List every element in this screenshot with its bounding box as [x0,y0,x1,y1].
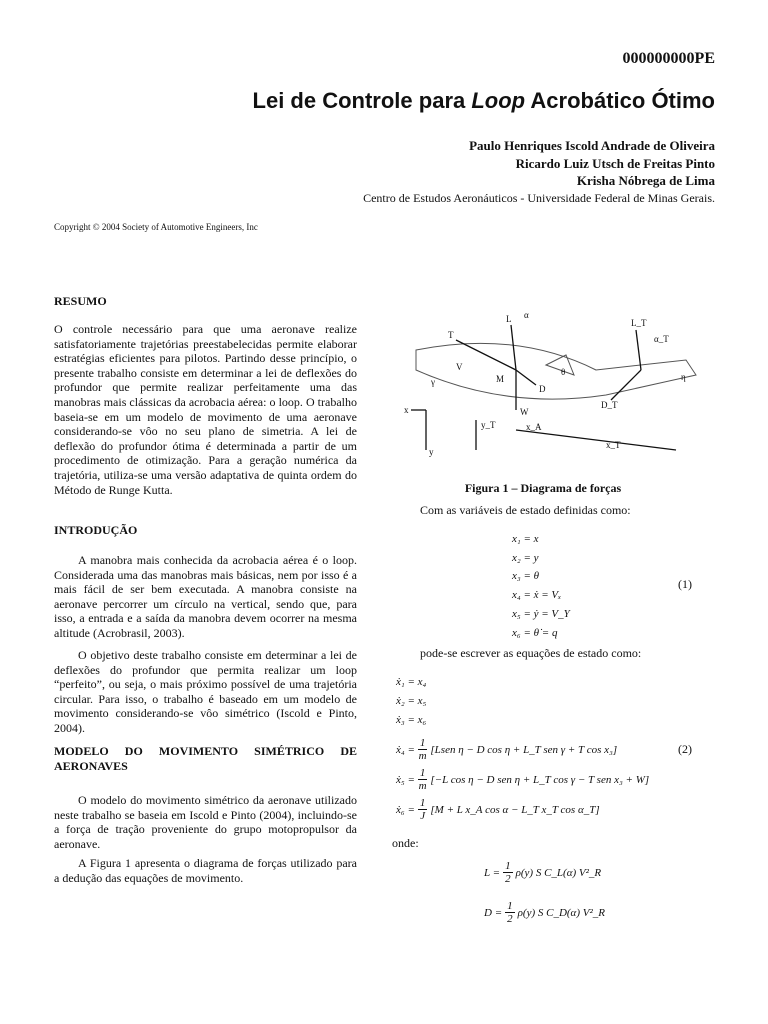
author-name: Krisha Nóbrega de Lima [576,173,715,188]
fig-label: x_T [606,440,621,450]
equation-x6: ẋ₆ = $\frac{1}{J}$ [M + L x_A cos α − L_T x_T cos α_T] [396,797,600,822]
fig-label: L_T [631,318,647,328]
fig-label: x_A [526,422,542,432]
fig-label: γ [431,377,435,387]
drag-arrow [516,370,536,385]
tail-drag-arrow [611,370,641,400]
state-intro-text: Com as variáveis de estado definidas como: [420,503,631,517]
dynamic-equations: ẋ₁ = x₄ ẋ₂ = x₅ ẋ₃ = x₆ [396,676,427,726]
paragraph: A manobra mais conhecida da acrobacia aérea é o loop. Considerada uma das manobras mais básicas, nem por isso é a mais fácil de ser bem executada. A manobra consiste na aeronave percorrer um círculo na vertical, sendo que, para isso, a entrada e a saída da manobra devem ocorrer na mesma altitude (Acrobrasil, 2003). [54,553,357,640]
paragraph: A Figura 1 apresenta o diagrama de forças utilizado para a dedução das equações de movimento. [54,856,357,885]
lift-arrow [511,325,516,370]
paper-title: Lei de Controle para Loop Acrobático Ótimo [252,88,715,113]
section-heading: INTRODUÇÃO [54,523,138,537]
fig-label: T [448,330,454,340]
paragraph: O modelo do movimento simétrico da aeronave utilizado neste trabalho se baseia em Iscold e Pinto (2004), incluindo-se a força de tração proveniente do grupo motopropulsor da aeronave. [54,793,357,851]
equation-drag: D = $\frac{1}{2}$ ρ(y) S C_D(α) V²_R [484,900,605,925]
fig-label: M [496,374,505,384]
resumo-section [54,294,357,309]
fig-label: W [520,407,529,417]
paper-id: 000000000PE [622,50,715,67]
resumo-paragraph: O controle necessário para que uma aeronave realize satisfatoriamente trajetórias preestabelecidas permite elaborar estratégias eficientes para pilotos. Partindo desse princípio, o presente trabalho consiste em determinar a lei de deflexões do profundor que permite realizar perfeitamente uma das manobras mais clássicas da acrobacia aérea: o loop. O trabalho baseia-se em um modelo de movimento de uma aeronave considerando-se vôo no seu plano de simetria. A lei de deflexão do profundor ótima é determinada a partir de um procedimento de otimização. Para a geração numérica da trajetória, utiliza-se uma versão adaptativa de quinta ordem do Método de Runge Kutta. [54,322,357,497]
equation-number: (1) [678,577,692,591]
fig-label: L [506,314,512,324]
affiliation: Centro de Estudos Aeronáuticos - Universidade Federal de Minas Gerais. [363,190,715,205]
author-block [363,137,715,207]
fig-label: η [681,372,686,382]
equation-number: (2) [678,742,692,756]
equation-x4: ẋ₄ = $\frac{1}{m}$ [Lsen η − D cos η + L_T sen γ + T cos x₃] [396,737,618,762]
section-heading: MODELO DO MOVIMENTO SIMÉTRICO DE AERONAVES [54,744,357,773]
state-equations: x₁ = x x₂ = y x₃ = θ x₄ = ẋ = Vₓ x₅ = ẏ = V_Y x₆ = θ̇ = q [512,533,570,639]
figure-caption: Figura 1 – Diagrama de forças [464,481,622,495]
equation-x5: ẋ₅ = $\frac{1}{m}$ [−L cos η − D sen η + L_T cos γ − T sen x₃ + W] [396,767,650,792]
onde-text: onde: [392,836,419,850]
fig-label: D_T [601,400,618,410]
fig-label: θ [561,367,566,377]
author-name: Paulo Henriques Iscold Andrade de Oliveira [469,138,715,153]
fig-label: α [524,310,529,320]
dimension-line [516,430,676,450]
fig-label: y_T [481,420,496,430]
paragraph: O objetivo deste trabalho consiste em determinar a lei de deflexões do profundor que permita realizar um loop “perfeito”, ou seja, o mais próximo possível de uma trajetória circular. Para isso, o trabalho é baseado em um modelo de movimento considerando-se vôo simétrico (Iscold e Pinto, 2004). [54,648,357,735]
fig-label: y [429,447,434,457]
equation-lift: L = $\frac{1}{2}$ ρ(y) S C_L(α) V²_R [484,860,602,885]
section-heading: RESUMO [54,294,107,308]
fig-label: D [539,384,546,394]
author-name: Ricardo Luiz Utsch de Freitas Pinto [515,155,715,171]
force-diagram [396,300,716,475]
wing-outline [546,355,574,375]
fig-label: x [404,405,409,415]
copyright-notice: Copyright © 2004 Society of Automotive Engineers, Inc [54,222,258,232]
fig-label: V [456,362,463,372]
fig-label: α_T [654,334,669,344]
tail-lift-arrow [636,330,641,370]
equations-intro-text: pode-se escrever as equações de estado como: [420,646,642,660]
